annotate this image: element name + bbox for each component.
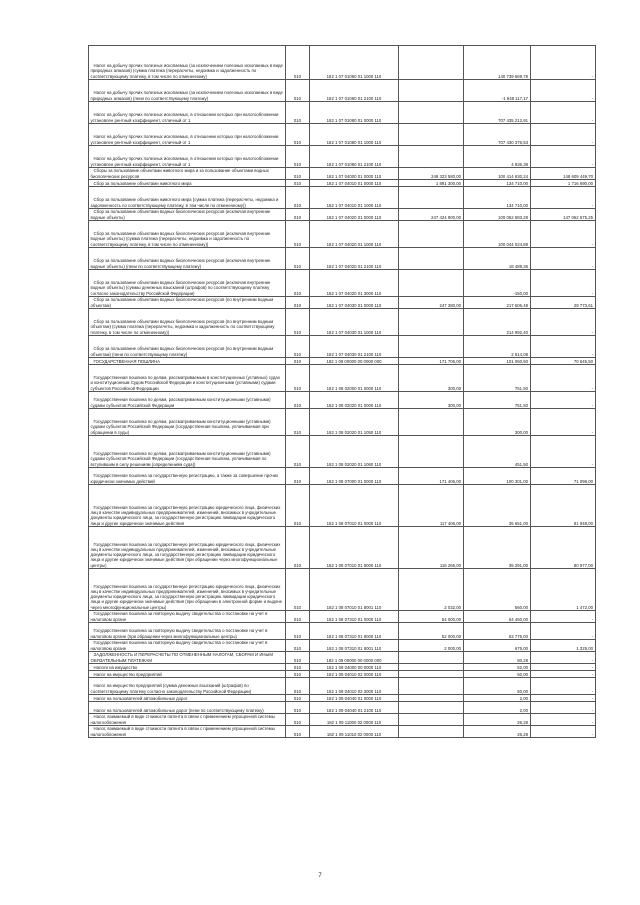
row-rest-cell: - — [531, 664, 596, 671]
row-kbk-cell: 182 1 09 04010 02 0000 110 — [310, 671, 399, 678]
row-kbk-cell: 182 1 08 07010 01 0000 110 — [310, 485, 399, 527]
table-row — [89, 714, 596, 726]
row-name-cell: Налог на добычу прочих полезных ископаемых, в отношении которых при налогообложении установлен рентный коэффициент, отличный от 1 — [89, 102, 286, 124]
row-name-cell: Налоги на имущество — [89, 664, 286, 671]
row-code-cell: 010 — [286, 102, 310, 124]
row-exec-cell: 751,50 — [464, 392, 531, 409]
row-rest-cell: - — [531, 702, 596, 714]
row-name-cell: Государственная пошлина за повторную выдачу свидетельства о постановке на учет в налоговом органе — [89, 611, 286, 623]
row-rest-cell: - — [531, 365, 596, 392]
row-kbk-cell: 182 1 08 07000 01 0000 110 — [310, 468, 399, 485]
row-plan-cell — [399, 652, 464, 664]
row-plan-cell: 300,00 — [399, 392, 464, 409]
row-code-cell: 010 — [286, 714, 310, 726]
row-exec-cell: 560,00 — [464, 569, 531, 611]
table-row — [89, 209, 596, 221]
row-code-cell: 010 — [286, 187, 310, 209]
row-name-cell: ГОСУДАРСТВЕННАЯ ПОШЛИНА — [89, 358, 286, 365]
row-plan-cell — [399, 124, 464, 146]
row-kbk-cell: 182 1 09 04040 01 0000 110 — [310, 695, 399, 702]
row-exec-cell: 134 710,00 — [464, 180, 531, 187]
row-exec-cell: 300,00 — [464, 409, 531, 436]
row-exec-cell: 751,50 — [464, 365, 531, 392]
page-number: 7 — [318, 873, 322, 879]
row-rest-cell: - — [531, 221, 596, 248]
row-rest-cell: 1 716 690,00 — [531, 180, 596, 187]
row-name-cell: Государственная пошлина за государственную регистрацию, а также за совершение прочих юридически значимых действий — [89, 468, 286, 485]
row-exec-cell: 50,00 — [464, 678, 531, 695]
row-name-cell: Налог на добычу прочих полезных ископаемых, в отношении которых при налогообложении установлен рентный коэффициент, отличный от 1 — [89, 146, 286, 168]
row-plan-cell — [399, 678, 464, 695]
row-rest-cell: - — [531, 336, 596, 358]
table-row — [89, 146, 596, 168]
row-plan-cell — [399, 436, 464, 468]
row-code-cell: 010 — [286, 409, 310, 436]
row-exec-cell: 100 414 630,24 — [464, 168, 531, 180]
row-exec-cell: 35 651,00 — [464, 485, 531, 527]
table-row — [89, 221, 596, 248]
table-row — [89, 102, 596, 124]
row-kbk-cell: 182 1 07 04000 01 0000 110 — [310, 168, 399, 180]
row-rest-cell: - — [531, 695, 596, 702]
row-code-cell: 010 — [286, 168, 310, 180]
row-plan-cell — [399, 695, 464, 702]
row-code-cell: 010 — [286, 436, 310, 468]
row-plan-cell — [399, 80, 464, 102]
row-name-cell: Сбор за пользование объектами водных биологических ресурсов (по внутренним водным объектам) (сумма платежа (перерасчеты, недоимка и задолженность по соответствующему платежу, в том числе по отмененному)) — [89, 309, 286, 336]
row-name-cell: Сбор за пользование объектами водных биологических ресурсов (исключая внутренние водные объекты) (суммы денежных взысканий (штрафов) по соответствующему платежу согласно законодательству Российской Федерации) — [89, 270, 286, 297]
row-rest-cell: 1 325,00 — [531, 640, 596, 652]
table-row — [89, 336, 596, 358]
row-rest-cell: - — [531, 146, 596, 168]
row-code-cell: 010 — [286, 124, 310, 146]
row-exec-cell: 100 062 583,28 — [464, 209, 531, 221]
row-exec-cell: 4 836,38 — [464, 146, 531, 168]
row-exec-cell: -150,00 — [464, 270, 531, 297]
row-kbk-cell: 182 1 08 02020 01 0000 110 — [310, 392, 399, 409]
row-kbk-cell: 182 1 08 02000 01 0000 110 — [310, 365, 399, 392]
row-code-cell: 010 — [286, 358, 310, 365]
row-rest-cell: - — [531, 436, 596, 468]
table-row — [89, 611, 596, 623]
row-code-cell: 010 — [286, 569, 310, 611]
row-kbk-cell: 182 1 07 01060 01 1000 110 — [310, 46, 399, 80]
row-exec-cell: 134 710,00 — [464, 187, 531, 209]
table-row — [89, 485, 596, 527]
row-name-cell: Сбор за пользование объектами животного мира (сумма платежа (перерасчеты, недоимка и задолженность по соответствующему платежу, в том числе по отмененному)) — [89, 187, 286, 209]
row-code-cell: 010 — [286, 221, 310, 248]
row-kbk-cell: 182 1 08 07010 01 8000 110 — [310, 527, 399, 569]
table-row — [89, 569, 596, 611]
row-plan-cell: 116 266,00 — [399, 527, 464, 569]
table-row — [89, 80, 596, 102]
row-name-cell: Налог, взимаемый в виде стоимости патента в связи с применением упрощенной системы налогообложения — [89, 714, 286, 726]
row-plan-cell — [399, 336, 464, 358]
row-exec-cell: 451,50 — [464, 436, 531, 468]
revenue-table — [88, 45, 596, 738]
row-code-cell: 010 — [286, 664, 310, 671]
row-code-cell: 010 — [286, 309, 310, 336]
row-kbk-cell: 182 1 07 04020 01 3000 110 — [310, 270, 399, 297]
row-exec-cell: 2 614,08 — [464, 336, 531, 358]
row-name-cell: Государственная пошлина по делам, рассматриваемым конституционными (уставными) судами субъектов Российской Федерации — [89, 392, 286, 409]
row-plan-cell: 2 032,00 — [399, 569, 464, 611]
row-name-cell: ЗАДОЛЖЕННОСТЬ И ПЕРЕРАСЧЕТЫ ПО ОТМЕНЕННЫМ НАЛОГАМ, СБОРАМ И ИНЫМ ОБЯЗАТЕЛЬНЫМ ПЛАТЕЖАМ — [89, 652, 286, 664]
row-code-cell: 010 — [286, 695, 310, 702]
row-kbk-cell: 182 1 07 04030 01 0000 110 — [310, 297, 399, 309]
row-kbk-cell: 182 1 08 00000 00 0000 000 — [310, 358, 399, 365]
row-code-cell: 010 — [286, 46, 310, 80]
row-rest-cell: - — [531, 80, 596, 102]
row-rest-cell: - — [531, 309, 596, 336]
table-row — [89, 168, 596, 180]
row-rest-cell: 1 472,00 — [531, 569, 596, 611]
row-plan-cell: 2 000,00 — [399, 640, 464, 652]
row-exec-cell: 707 430 376,53 — [464, 124, 531, 146]
row-rest-cell: - — [531, 409, 596, 436]
table-row — [89, 180, 596, 187]
row-plan-cell — [399, 102, 464, 124]
row-exec-cell: -1 948 117,17 — [464, 80, 531, 102]
row-exec-cell: 214 992,40 — [464, 309, 531, 336]
row-name-cell: Государственная пошлина по делам, рассматриваемым в конституционных (уставных) судах и конституционным Судом Российской Федерации и конституционными (уставными) судами субъектов Российской Федерации — [89, 365, 286, 392]
row-name-cell: Налог на пользователей автомобильных дорог (пени по соответствующему платежу) — [89, 702, 286, 714]
table-row — [89, 436, 596, 468]
row-plan-cell: 171 706,00 — [399, 358, 464, 365]
table-row — [89, 248, 596, 270]
row-plan-cell — [399, 248, 464, 270]
row-code-cell: 010 — [286, 726, 310, 738]
row-rest-cell: 71 098,00 — [531, 468, 596, 485]
row-plan-cell: 52 000,00 — [399, 623, 464, 640]
row-code-cell: 010 — [286, 80, 310, 102]
row-rest-cell: - — [531, 102, 596, 124]
row-exec-cell: 140 739 669,78 — [464, 46, 531, 80]
row-exec-cell: 35 291,00 — [464, 527, 531, 569]
row-kbk-cell: 182 1 09 11010 02 0000 110 — [310, 726, 399, 738]
row-kbk-cell: 182 1 08 07010 01 8001 110 — [310, 569, 399, 611]
row-kbk-cell: 182 1 08 02020 01 1050 110 — [310, 409, 399, 436]
row-exec-cell: 80,28 — [464, 652, 531, 664]
row-kbk-cell: 182 1 07 04020 01 1000 110 — [310, 221, 399, 248]
row-exec-cell: 26,28 — [464, 714, 531, 726]
row-code-cell: 010 — [286, 468, 310, 485]
row-rest-cell: - — [531, 726, 596, 738]
row-rest-cell: - — [531, 671, 596, 678]
row-kbk-cell: 182 1 08 07310 01 8001 110 — [310, 640, 399, 652]
row-exec-cell: 50,00 — [464, 671, 531, 678]
row-code-cell: 010 — [286, 652, 310, 664]
row-name-cell: Государственная пошлина по делам, рассматриваемым конституционными (уставными) судами субъектов Российской Федерации (государственная пошлина, уплачиваемая при обращении в суды) — [89, 409, 286, 436]
row-kbk-cell: 182 1 09 04040 01 2100 110 — [310, 702, 399, 714]
row-rest-cell: 81 948,00 — [531, 485, 596, 527]
row-exec-cell: 18 489,36 — [464, 248, 531, 270]
row-exec-cell: 63 775,00 — [464, 623, 531, 640]
table-row — [89, 652, 596, 664]
row-name-cell: Сбор за пользование объектами водных биологических ресурсов (по внутренним водным объектам) (пени по соответствующему платежу) — [89, 336, 286, 358]
table-row — [89, 309, 596, 336]
row-exec-cell: 52,00 — [464, 664, 531, 671]
row-exec-cell: 2,00 — [464, 695, 531, 702]
row-plan-cell: 54 000,00 — [399, 611, 464, 623]
row-rest-cell: - — [531, 248, 596, 270]
row-exec-cell: 100 301,00 — [464, 468, 531, 485]
row-name-cell: Налог, взимаемый в виде стоимости патента в связи с применением упрощенной системы налогообложения — [89, 726, 286, 738]
row-kbk-cell: 182 1 08 07310 01 0000 110 — [310, 611, 399, 623]
table-row — [89, 358, 596, 365]
table-row — [89, 46, 596, 80]
row-kbk-cell: 182 1 09 04000 00 0000 110 — [310, 664, 399, 671]
row-name-cell: Государственная пошлина за повторную выдачу свидетельства о постановке на учет в налоговом органе (при обращении через многофункциональные центры) — [89, 623, 286, 640]
row-plan-cell — [399, 702, 464, 714]
row-plan-cell: 300,00 — [399, 365, 464, 392]
row-rest-cell: - — [531, 124, 596, 146]
row-code-cell: 010 — [286, 678, 310, 695]
row-code-cell: 010 — [286, 702, 310, 714]
row-kbk-cell: 182 1 07 04030 01 1000 110 — [310, 309, 399, 336]
row-plan-cell: 1 891 300,00 — [399, 180, 464, 187]
row-rest-cell: 80 977,00 — [531, 527, 596, 569]
row-code-cell: 010 — [286, 209, 310, 221]
row-plan-cell — [399, 664, 464, 671]
table-row — [89, 187, 596, 209]
row-exec-cell: 100 044 024,89 — [464, 221, 531, 248]
row-kbk-cell: 182 1 07 04010 01 0000 110 — [310, 180, 399, 187]
row-kbk-cell: 182 1 07 04020 01 2100 110 — [310, 248, 399, 270]
table-row — [89, 297, 596, 309]
row-exec-cell: 2,00 — [464, 702, 531, 714]
row-name-cell: Государственная пошлина за повторную выдачу свидетельства о постановке на учет в налоговом органе — [89, 640, 286, 652]
row-exec-cell: 64 450,00 — [464, 611, 531, 623]
row-name-cell: Налог на добычу прочих полезных ископаемых (за исключением полезных ископаемых в виде природных алмазов) (сумма платежа (перерасчеты, недоимка и задолженность по соответствующему платежу, в том числе по отмененному) — [89, 46, 286, 80]
row-code-cell: 010 — [286, 180, 310, 187]
row-plan-cell — [399, 726, 464, 738]
row-plan-cell — [399, 46, 464, 80]
row-kbk-cell: 182 1 08 07310 01 8000 110 — [310, 623, 399, 640]
row-plan-cell — [399, 221, 464, 248]
row-code-cell: 010 — [286, 611, 310, 623]
row-kbk-cell: 182 1 07 04010 01 1000 110 — [310, 187, 399, 209]
row-code-cell: 010 — [286, 485, 310, 527]
row-code-cell: 010 — [286, 146, 310, 168]
table-row — [89, 671, 596, 678]
row-name-cell: Государственная пошлина за государственную регистрацию юридического лица, физических лиц в качестве индивидуальных предпринимателей, изменений, вносимых в учредительные документы юридического лица, за государственную регистрацию ликвидации юридического лица и другие юридически значимые действия (при обращении через многофункциональные центры) — [89, 527, 286, 569]
row-name-cell: Государственная пошлина за государственную регистрацию юридического лица, физических лиц в качестве индивидуальных предпринимателей, изменений, вносимых в учредительные документы юридического лица, за государственную регистрацию ликвидации юридического лица и другие юридически значимые действия (при обращении в электронной форме и выдаче через многофункциональные центры) — [89, 569, 286, 611]
row-code-cell: 010 — [286, 527, 310, 569]
row-name-cell: Государственная пошлина по делам, рассматриваемым конституционными (уставными) судами субъектов Российской Федерации (государственная пошлина, уплачиваемая по вступившим в силу решениям (определениям суда)) — [89, 436, 286, 468]
table-row — [89, 270, 596, 297]
row-rest-cell: 70 645,50 — [531, 358, 596, 365]
row-name-cell: Сбор за пользование объектами водных биологических ресурсов (по внутренним водным объектам) — [89, 297, 286, 309]
row-code-cell: 010 — [286, 270, 310, 297]
row-kbk-cell: 182 1 07 01080 01 0000 110 — [310, 102, 399, 124]
row-plan-cell: 247 424 900,00 — [399, 209, 464, 221]
row-kbk-cell: 182 1 09 11000 02 0000 110 — [310, 714, 399, 726]
table-row — [89, 527, 596, 569]
row-rest-cell: - — [531, 392, 596, 409]
row-name-cell: Налог на имущество предприятий — [89, 671, 286, 678]
row-name-cell: Сбор за пользование объектами водных биологических ресурсов (исключая внутренние водные объекты) (пени по соответствующему платежу) — [89, 248, 286, 270]
row-code-cell: 010 — [286, 336, 310, 358]
row-rest-cell: 29 773,61 — [531, 297, 596, 309]
row-plan-cell — [399, 714, 464, 726]
row-name-cell: Сбор за пользование объектами животного мира — [89, 180, 286, 187]
row-rest-cell: - — [531, 678, 596, 695]
row-kbk-cell: 182 1 07 01080 01 2100 110 — [310, 146, 399, 168]
row-name-cell: Налог на добычу прочих полезных ископаемых (за исключением полезных ископаемых в виде природных алмазов) (пени по соответствующему платежу) — [89, 80, 286, 102]
row-exec-cell: 707 435 212,91 — [464, 102, 531, 124]
row-name-cell: Сбор за пользование объектами водных биологических ресурсов (исключая внутренние водные объекты) — [89, 209, 286, 221]
row-rest-cell: 148 609 449,70 — [531, 168, 596, 180]
row-plan-cell — [399, 671, 464, 678]
row-kbk-cell: 182 1 07 04030 01 2100 110 — [310, 336, 399, 358]
row-kbk-cell: 182 1 09 00000 00 0000 000 — [310, 652, 399, 664]
table-row — [89, 623, 596, 640]
row-kbk-cell: 182 1 07 01060 01 2100 110 — [310, 80, 399, 102]
table-row — [89, 678, 596, 695]
row-plan-cell — [399, 146, 464, 168]
row-rest-cell: - — [531, 46, 596, 80]
row-kbk-cell: 182 1 08 02020 01 1060 110 — [310, 436, 399, 468]
table-row — [89, 392, 596, 409]
row-plan-cell — [399, 270, 464, 297]
table-row — [89, 702, 596, 714]
revenue-table-sheet — [88, 45, 595, 738]
row-rest-cell: - — [531, 652, 596, 664]
row-plan-cell — [399, 309, 464, 336]
row-exec-cell: 101 060,50 — [464, 358, 531, 365]
row-name-cell: Сбор за пользование объектами водных биологических ресурсов (исключая внутренние водные объекты) (сумма платежа (перерасчеты, недоимка и задолженность по соответствующему платежу, в том числе по отмененному)) — [89, 221, 286, 248]
row-exec-cell: 675,00 — [464, 640, 531, 652]
row-rest-cell: 147 062 575,25 — [531, 209, 596, 221]
row-code-cell: 010 — [286, 640, 310, 652]
row-code-cell: 010 — [286, 392, 310, 409]
row-kbk-cell: 182 1 07 04020 01 0000 110 — [310, 209, 399, 221]
row-plan-cell: 249 323 580,00 — [399, 168, 464, 180]
row-rest-cell: - — [531, 187, 596, 209]
row-name-cell: Государственная пошлина за государственную регистрацию юридического лица, физических лиц в качестве индивидуальных предпринимателей, изменений, вносимых в учредительные документы юридического лица, за государственную регистрацию ликвидации юридического лица и другие юридически значимые действия — [89, 485, 286, 527]
row-rest-cell: - — [531, 611, 596, 623]
row-rest-cell: - — [531, 623, 596, 640]
row-code-cell: 010 — [286, 671, 310, 678]
row-rest-cell: - — [531, 270, 596, 297]
table-row — [89, 640, 596, 652]
row-rest-cell: - — [531, 714, 596, 726]
row-exec-cell: 217 606,48 — [464, 297, 531, 309]
table-row — [89, 726, 596, 738]
row-plan-cell: 247 380,00 — [399, 297, 464, 309]
table-row — [89, 365, 596, 392]
row-plan-cell — [399, 409, 464, 436]
row-name-cell: Налог на имущество предприятий (сумма денежных взысканий (штрафов) по соответствующему платежу согласно законодательству Российской Федерации) — [89, 678, 286, 695]
row-plan-cell: 117 406,00 — [399, 485, 464, 527]
row-code-cell: 010 — [286, 365, 310, 392]
row-plan-cell: 171 406,00 — [399, 468, 464, 485]
row-plan-cell — [399, 187, 464, 209]
row-name-cell: Сборы за пользование объектами животного мира и за пользование объектами водных биологических ресурсов — [89, 168, 286, 180]
row-name-cell: Налог на пользователей автомобильных дорог — [89, 695, 286, 702]
row-code-cell: 010 — [286, 248, 310, 270]
row-code-cell: 010 — [286, 297, 310, 309]
table-row — [89, 695, 596, 702]
row-name-cell: Налог на добычу прочих полезных ископаемых, в отношении которых при налогообложении установлен рентный коэффициент, отличный от 1 — [89, 124, 286, 146]
table-row — [89, 409, 596, 436]
table-row — [89, 124, 596, 146]
table-row — [89, 468, 596, 485]
row-code-cell: 010 — [286, 623, 310, 640]
row-exec-cell: 26,28 — [464, 726, 531, 738]
row-kbk-cell: 182 1 07 01080 01 1000 110 — [310, 124, 399, 146]
table-row — [89, 664, 596, 671]
row-kbk-cell: 182 1 09 04010 02 3000 110 — [310, 678, 399, 695]
